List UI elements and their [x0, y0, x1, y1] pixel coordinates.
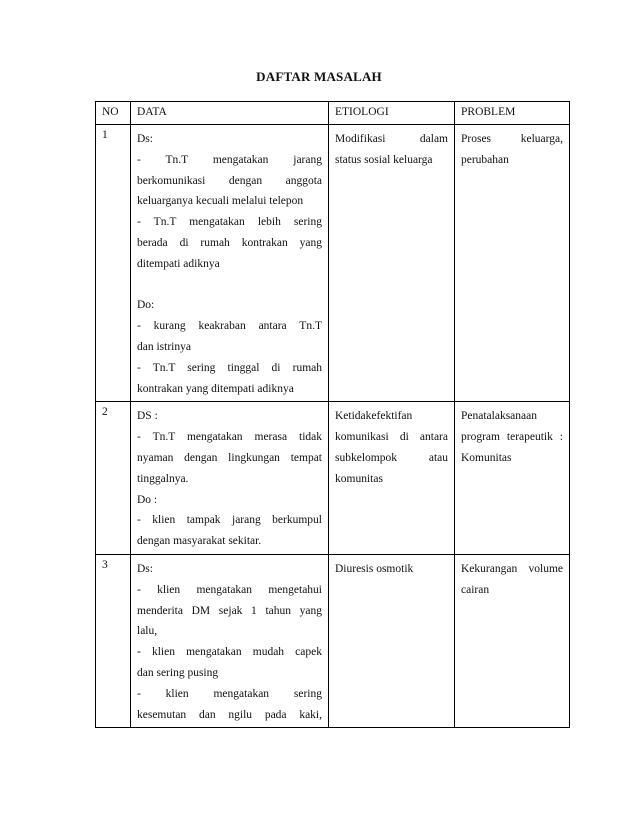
problem-line: perubahan — [461, 153, 509, 166]
data-line: nyaman dengan lingkungan tempat — [137, 451, 322, 464]
etiologi-line: Ketidakefektifan — [335, 410, 413, 423]
data-line: berkomunikasi dengan anggota — [137, 174, 322, 187]
data-cell — [131, 554, 329, 727]
table-header-row — [96, 102, 570, 125]
data-line: Do : — [137, 493, 158, 506]
blank-line — [137, 275, 322, 296]
data-line: Ds: — [137, 133, 153, 145]
table-row — [96, 554, 570, 727]
data-line: berada di rumah kontrakan yang — [137, 236, 322, 249]
problem-line: Penatalaksanaan — [461, 410, 537, 423]
data-line: menderita DM sejak 1 tahun yang — [137, 604, 322, 617]
problem-cell — [455, 125, 570, 402]
data-line: - Tn.T mengatakan merasa tidak — [137, 431, 322, 444]
etiologi-line: Diuresis osmotik — [335, 562, 414, 575]
data-cell — [131, 125, 329, 402]
data-line: dan istrinya — [137, 340, 191, 353]
data-line: - klien mengatakan sering — [137, 687, 322, 700]
etiologi-cell — [329, 554, 455, 727]
table-row — [96, 125, 570, 402]
problem-cell — [455, 554, 570, 727]
etiologi-cell — [329, 125, 455, 402]
row-number: 1 — [96, 125, 131, 402]
data-line: dan sering pusing — [137, 666, 219, 679]
data-line: - Tn.T mengatakan jarang — [137, 153, 322, 166]
data-line: - klien mengatakan mengetahui — [137, 583, 322, 596]
header-problem: PROBLEM — [455, 102, 570, 125]
row-number: 3 — [96, 554, 131, 727]
etiologi-cell — [329, 402, 455, 555]
data-cell — [131, 402, 329, 555]
etiologi-line: status sosial keluarga — [335, 153, 433, 166]
data-line: kontrakan yang ditempati adiknya — [137, 382, 294, 395]
header-etiologi: ETIOLOGI — [329, 102, 455, 125]
page-title: DAFTAR MASALAH — [256, 69, 382, 84]
header-data: DATA — [131, 102, 329, 125]
etiologi-line: komunitas — [335, 472, 383, 485]
data-line: keluarganya kecuali melalui telepon — [137, 195, 304, 208]
data-line: Ds: — [137, 562, 153, 575]
etiologi-line: subkelompok atau — [335, 451, 448, 464]
data-line: tinggalnya. — [137, 472, 189, 485]
data-line: ditempati adiknya — [137, 257, 220, 270]
data-line: - Tn.T sering tinggal di rumah — [137, 361, 322, 374]
problem-cell — [455, 402, 570, 555]
problem-table — [95, 101, 570, 728]
data-line: kesemutan dan ngilu pada kaki, — [137, 708, 322, 721]
etiologi-line: Modifikasi dalam — [335, 133, 448, 145]
data-line: DS : — [137, 410, 158, 423]
table-row — [96, 402, 570, 555]
data-line: dengan masyarakat sekitar. — [137, 535, 262, 548]
problem-line: Komunitas — [461, 451, 512, 464]
problem-line: Kekurangan volume — [461, 562, 563, 575]
data-line: Do: — [137, 299, 155, 312]
row-number: 2 — [96, 402, 131, 555]
problem-line: Proses keluarga, — [461, 133, 563, 145]
data-line: lalu, — [137, 625, 158, 638]
problem-line: program terapeutik : — [461, 431, 563, 444]
header-no: NO — [96, 102, 131, 125]
data-line: - Tn.T mengatakan lebih sering — [137, 216, 322, 229]
data-line: - klien mengatakan mudah capek — [137, 646, 322, 659]
etiologi-line: komunikasi di antara — [335, 431, 448, 444]
data-line: - kurang keakraban antara Tn.T — [137, 320, 322, 333]
problem-line: cairan — [461, 583, 490, 596]
data-line: - klien tampak jarang berkumpul — [137, 514, 322, 527]
